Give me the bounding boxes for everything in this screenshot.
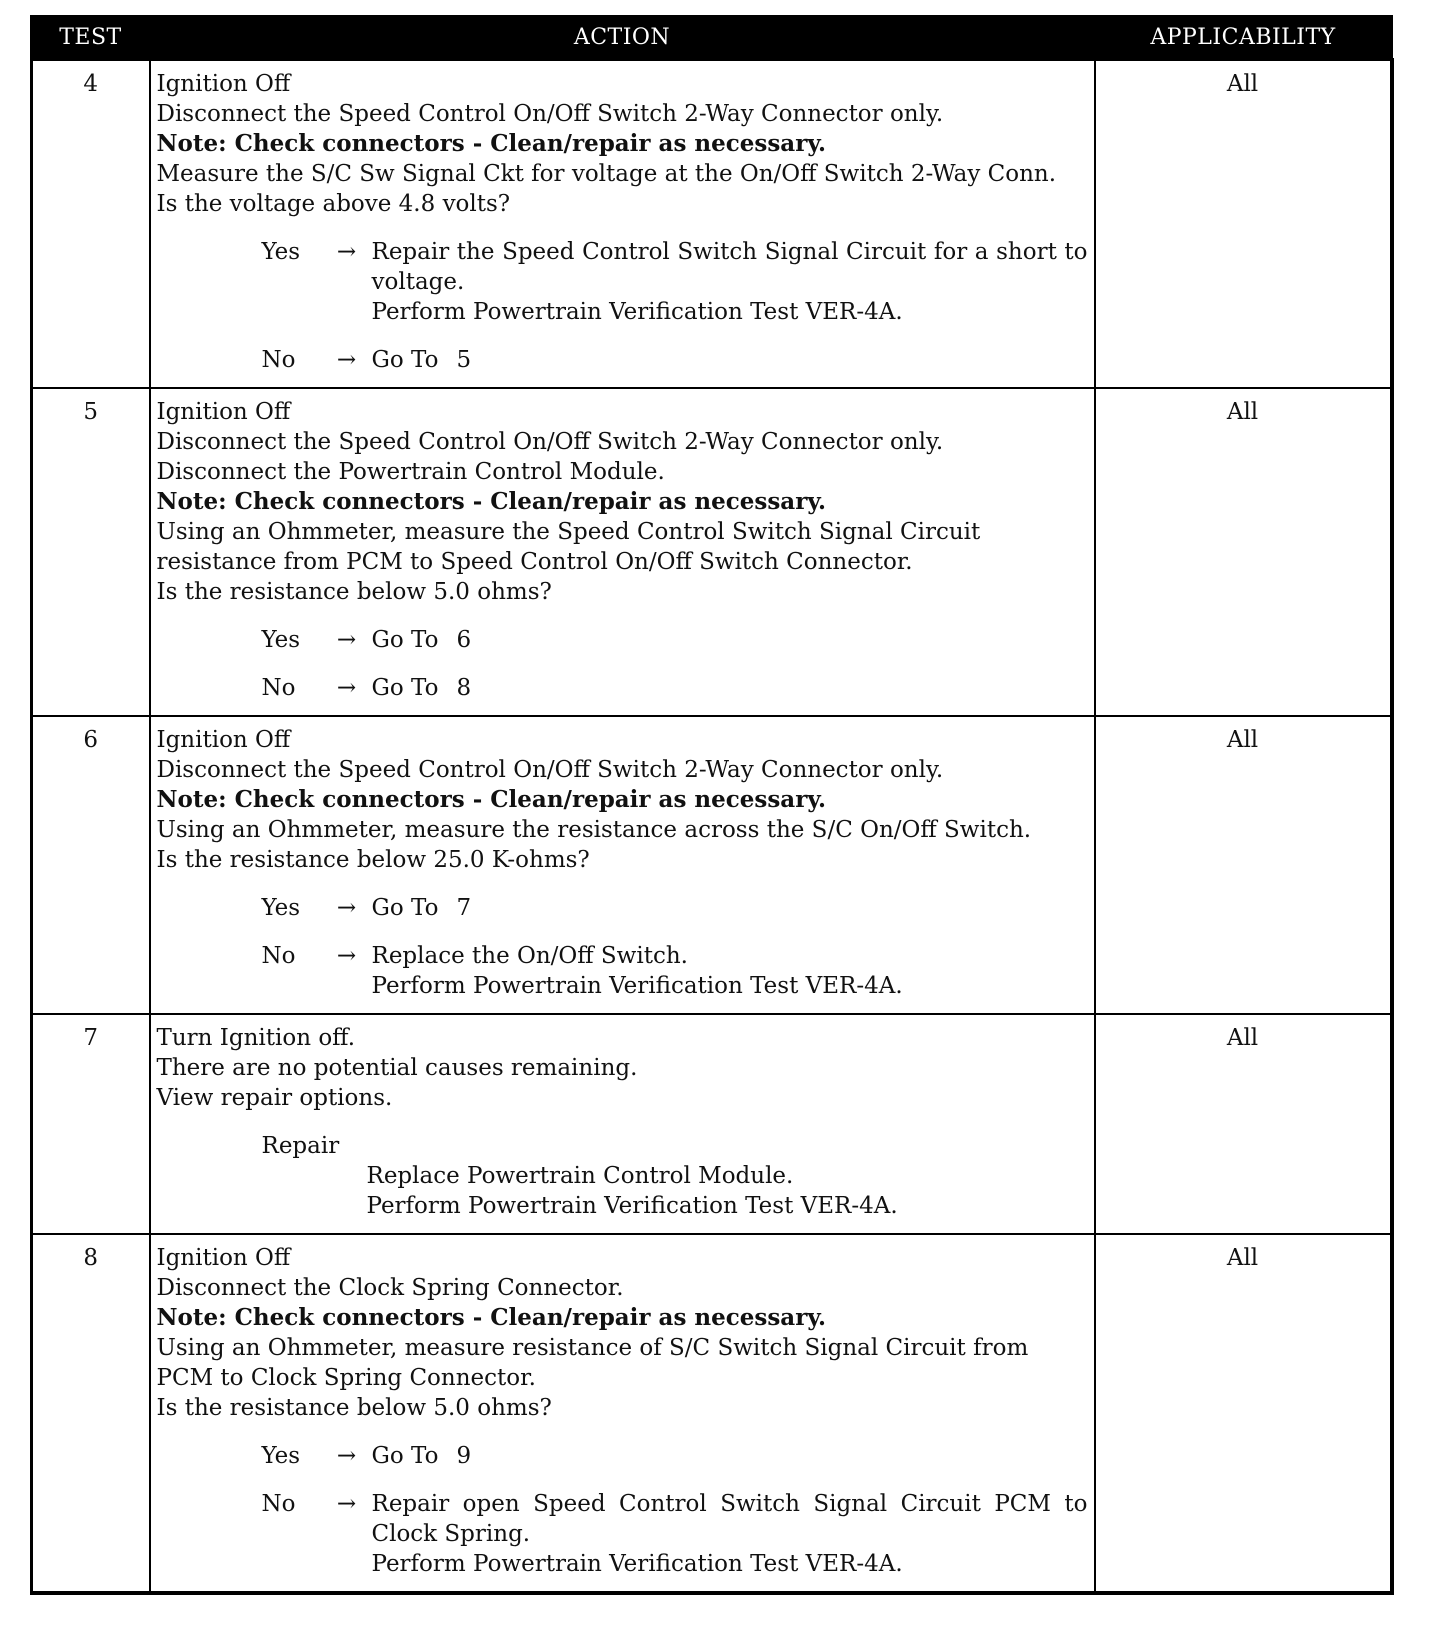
goto-test-number: 6 xyxy=(456,627,472,653)
answer-label: No xyxy=(261,1491,296,1517)
applicability-value: All xyxy=(1095,60,1392,389)
answer-option xyxy=(157,625,1088,655)
action-line: Disconnect the Powertrain Control Module. xyxy=(156,459,665,485)
repair-options xyxy=(157,1131,1088,1221)
action-note: Note: Check connectors - Clean/repair as necessary. xyxy=(156,1304,827,1331)
answer-result-line: Perform Powertrain Verification Test VER-4A. xyxy=(371,1551,903,1577)
answer-option xyxy=(157,345,1088,375)
action-line: Is the resistance below 5.0 ohms? xyxy=(156,579,552,605)
answer-label: Yes xyxy=(261,627,301,653)
answer-option xyxy=(157,1441,1088,1471)
header-applicability: APPLICABILITY xyxy=(1095,17,1392,60)
action-cell xyxy=(150,388,1095,716)
header-test: TEST xyxy=(32,17,150,60)
answer-result xyxy=(372,1441,1088,1471)
right-arrow-icon: → xyxy=(336,1491,357,1517)
action-line: Ignition Off xyxy=(156,399,291,425)
action-cell xyxy=(150,1014,1095,1234)
answer-label: No xyxy=(261,943,296,969)
action-line: View repair options. xyxy=(156,1085,393,1111)
action-line: Measure the S/C Sw Signal Ckt for voltage at the On/Off Switch 2-Way Conn. xyxy=(156,161,1057,187)
table-row xyxy=(32,1014,1392,1234)
answer-label: No xyxy=(261,347,296,373)
test-number: 4 xyxy=(32,60,150,389)
action-line: Turn Ignition off. xyxy=(156,1025,355,1051)
answer-label: Yes xyxy=(261,1443,301,1469)
table-row xyxy=(32,1234,1392,1593)
action-line: Using an Ohmmeter, measure the Speed Control Switch Signal Circuit resistance from PCM to Speed Control On/Off Switch Connector. xyxy=(156,519,981,575)
answer-result xyxy=(372,237,1088,327)
answer-result-line: Repair the Speed Control Switch Signal Circuit for a short to voltage. xyxy=(371,239,1088,295)
action-line: Ignition Off xyxy=(156,71,291,97)
test-number: 6 xyxy=(32,716,150,1014)
action-line: Is the voltage above 4.8 volts? xyxy=(156,191,511,217)
right-arrow-icon: → xyxy=(336,627,357,653)
answer-option xyxy=(157,237,1088,327)
test-number: 8 xyxy=(32,1234,150,1593)
right-arrow-icon: → xyxy=(336,675,357,701)
repair-label: Repair xyxy=(261,1133,340,1159)
answer-result xyxy=(372,941,1088,1001)
answer-label: No xyxy=(261,675,296,701)
goto-test-number: 9 xyxy=(456,1443,472,1469)
answer-result xyxy=(372,1489,1088,1579)
answer-result-line: Perform Powertrain Verification Test VER-4A. xyxy=(371,973,903,999)
action-line: There are no potential causes remaining. xyxy=(156,1055,638,1081)
action-cell xyxy=(150,1234,1095,1593)
table-body xyxy=(32,60,1392,1594)
action-line: Is the resistance below 25.0 K-ohms? xyxy=(156,847,590,873)
applicability-value: All xyxy=(1095,1014,1392,1234)
table-row xyxy=(32,716,1392,1014)
repair-step: Perform Powertrain Verification Test VER-4A. xyxy=(366,1193,898,1219)
right-arrow-icon: → xyxy=(336,943,357,969)
answer-result xyxy=(372,345,1088,375)
answer-result-line: Go To xyxy=(371,1443,439,1469)
action-line: Disconnect the Speed Control On/Off Switch 2-Way Connector only. xyxy=(156,429,944,455)
answer-option xyxy=(157,893,1088,923)
answer-label: Yes xyxy=(261,239,301,265)
action-note: Note: Check connectors - Clean/repair as necessary. xyxy=(156,130,827,157)
repair-step: Replace Powertrain Control Module. xyxy=(366,1163,794,1189)
answer-result-line: Replace the On/Off Switch. xyxy=(371,943,688,969)
answer-result-line: Go To xyxy=(371,895,439,921)
right-arrow-icon: → xyxy=(336,347,357,373)
table-header-row xyxy=(32,17,1392,60)
action-cell xyxy=(150,716,1095,1014)
answer-result xyxy=(372,625,1088,655)
answer-result-line: Perform Powertrain Verification Test VER-4A. xyxy=(371,299,903,325)
table-row xyxy=(32,60,1392,389)
goto-test-number: 8 xyxy=(456,675,472,701)
answer-result-line: Repair open Speed Control Switch Signal Circuit PCM to Clock Spring. xyxy=(371,1491,1088,1547)
applicability-value: All xyxy=(1095,1234,1392,1593)
repair-steps xyxy=(262,1161,1088,1221)
right-arrow-icon: → xyxy=(336,895,357,921)
goto-test-number: 7 xyxy=(456,895,472,921)
test-number: 7 xyxy=(32,1014,150,1234)
answer-option xyxy=(157,1489,1088,1579)
action-line: Is the resistance below 5.0 ohms? xyxy=(156,1395,552,1421)
test-number: 5 xyxy=(32,388,150,716)
answer-result-line: Go To xyxy=(371,675,439,701)
answer-result xyxy=(372,673,1088,703)
action-line: Ignition Off xyxy=(156,727,291,753)
answer-option xyxy=(157,941,1088,1001)
action-cell xyxy=(150,60,1095,389)
answer-label: Yes xyxy=(261,895,301,921)
action-line: Disconnect the Speed Control On/Off Switch 2-Way Connector only. xyxy=(156,757,944,783)
applicability-value: All xyxy=(1095,388,1392,716)
action-line: Using an Ohmmeter, measure resistance of S/C Switch Signal Circuit from PCM to Clock Spring Connector. xyxy=(156,1335,1029,1391)
action-line: Disconnect the Clock Spring Connector. xyxy=(156,1275,624,1301)
action-line: Using an Ohmmeter, measure the resistance across the S/C On/Off Switch. xyxy=(156,817,1032,843)
answer-result-line: Go To xyxy=(371,627,439,653)
answer-result xyxy=(372,893,1088,923)
answer-result-line: Go To xyxy=(371,347,439,373)
applicability-value: All xyxy=(1095,716,1392,1014)
right-arrow-icon: → xyxy=(336,239,357,265)
header-action: ACTION xyxy=(150,17,1095,60)
action-note: Note: Check connectors - Clean/repair as necessary. xyxy=(156,488,827,515)
diagnostic-test-table xyxy=(30,15,1394,1595)
action-note: Note: Check connectors - Clean/repair as necessary. xyxy=(156,786,827,813)
right-arrow-icon: → xyxy=(336,1443,357,1469)
answer-option xyxy=(157,673,1088,703)
action-line: Disconnect the Speed Control On/Off Switch 2-Way Connector only. xyxy=(156,101,944,127)
action-line: Ignition Off xyxy=(156,1245,291,1271)
goto-test-number: 5 xyxy=(456,347,472,373)
table-row xyxy=(32,388,1392,716)
